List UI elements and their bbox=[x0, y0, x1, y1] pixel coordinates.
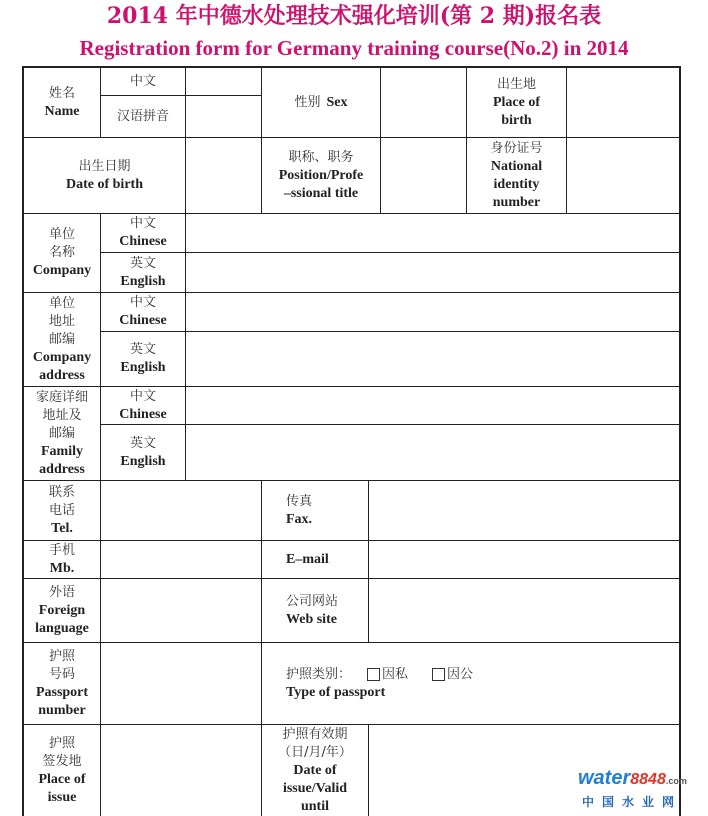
mobile-label-en: Mb. bbox=[49, 560, 75, 576]
passport-number-en2: number bbox=[38, 702, 86, 718]
position-label bbox=[262, 138, 380, 213]
language-label-en1: Foreign bbox=[38, 602, 86, 618]
passport-type-options bbox=[286, 666, 473, 684]
company-address-label bbox=[24, 293, 100, 386]
fax-label-zh: 传真 bbox=[286, 493, 313, 509]
family-address-en2: address bbox=[39, 461, 85, 477]
official-passport-option[interactable] bbox=[432, 666, 473, 684]
dob-label-en: Date of birth bbox=[66, 176, 143, 192]
company-label bbox=[24, 214, 100, 292]
validity-zh1: 护照有效期 bbox=[282, 726, 348, 742]
company-label-zh2: 名称 bbox=[48, 245, 75, 260]
email-label bbox=[262, 541, 368, 578]
company-address-zh3: 邮编 bbox=[48, 331, 75, 347]
family-address-chinese-label bbox=[101, 387, 185, 424]
national-id-label bbox=[467, 138, 566, 213]
company-chinese-label bbox=[101, 214, 185, 252]
tel-label-en: Tel. bbox=[51, 520, 73, 536]
passport-type-field bbox=[262, 643, 679, 724]
chinese-zh: 中文 bbox=[129, 216, 156, 231]
family-address-en1: Family bbox=[41, 443, 83, 459]
sex-label-zh: 性别 bbox=[294, 94, 321, 110]
national-id-label-en1: National bbox=[490, 158, 543, 174]
passport-number-zh1: 护照 bbox=[48, 648, 75, 664]
family-address-english-input[interactable] bbox=[186, 425, 679, 480]
watermark-brand: water bbox=[578, 767, 631, 789]
issue-place-zh2: 签发地 bbox=[42, 753, 82, 769]
english-en: English bbox=[120, 360, 166, 375]
company-address-en1: Company bbox=[32, 349, 92, 365]
birthplace-input[interactable] bbox=[567, 68, 679, 137]
private-passport-option[interactable] bbox=[367, 666, 408, 684]
english-zh: 英文 bbox=[129, 255, 156, 271]
validity-en2: issue/Valid bbox=[282, 780, 348, 796]
chinese-en: Chinese bbox=[119, 406, 167, 422]
company-english-label bbox=[101, 253, 185, 292]
chinese-en: Chinese bbox=[119, 313, 167, 328]
issue-place-en2: issue bbox=[47, 789, 77, 805]
english-zh: 英文 bbox=[129, 435, 156, 451]
birthplace-label-en1: Place of bbox=[492, 94, 541, 110]
family-address-zh1: 家庭详细 bbox=[35, 389, 88, 405]
website-label-zh: 公司网站 bbox=[286, 593, 339, 609]
mobile-input[interactable] bbox=[101, 541, 261, 578]
position-label-en1: Position/Profe bbox=[278, 167, 364, 183]
language-label-en2: language bbox=[35, 620, 89, 636]
national-id-label-en2: identity bbox=[493, 176, 540, 192]
tel-input[interactable] bbox=[101, 481, 261, 540]
english-en: English bbox=[120, 453, 166, 469]
email-input[interactable] bbox=[369, 541, 679, 578]
passport-type-label-zh: 护照类别： bbox=[286, 666, 352, 682]
english-en: English bbox=[120, 273, 166, 289]
website-label-en: Web site bbox=[286, 611, 337, 627]
passport-number-label bbox=[24, 643, 100, 724]
company-label-zh1: 单位 bbox=[48, 227, 75, 242]
validity-zh2: （日/月/年） bbox=[278, 744, 352, 760]
position-label-zh: 职称、职务 bbox=[288, 149, 354, 165]
company-address-english-input[interactable] bbox=[186, 332, 679, 386]
birthplace-label-zh: 出生地 bbox=[496, 76, 536, 92]
validity-en3: until bbox=[300, 798, 329, 814]
company-address-en2: address bbox=[39, 367, 85, 383]
sex-input[interactable] bbox=[381, 68, 466, 137]
dob-input[interactable] bbox=[186, 138, 261, 213]
private-passport-checkbox[interactable] bbox=[367, 668, 380, 681]
fax-label-en: Fax. bbox=[286, 511, 313, 527]
watermark-cn: 中国水业网 bbox=[582, 795, 683, 809]
validity-label bbox=[262, 725, 368, 816]
passport-number-zh2: 号码 bbox=[48, 666, 75, 682]
company-address-zh2: 地址 bbox=[48, 313, 75, 329]
watermark-domain bbox=[578, 766, 706, 793]
english-zh: 英文 bbox=[129, 342, 156, 357]
passport-number-input[interactable] bbox=[101, 643, 261, 724]
dob-label-zh: 出生日期 bbox=[78, 158, 131, 174]
tel-label-zh1: 联系 bbox=[48, 484, 75, 500]
company-address-english-label bbox=[101, 332, 185, 386]
issue-place-en1: Place of bbox=[38, 771, 86, 787]
language-label-zh: 外语 bbox=[48, 584, 75, 600]
family-address-zh2: 地址及 bbox=[42, 407, 82, 423]
company-address-chinese-input[interactable] bbox=[186, 293, 679, 331]
national-id-input[interactable] bbox=[567, 138, 679, 213]
website-input[interactable] bbox=[369, 579, 679, 642]
passport-number-en1: Passport bbox=[35, 684, 89, 700]
dob-label bbox=[24, 138, 185, 213]
watermark-tld: .com bbox=[665, 776, 687, 786]
name-chinese-label bbox=[101, 68, 185, 95]
name-pinyin-label bbox=[101, 96, 185, 137]
mobile-label bbox=[24, 541, 100, 578]
name-label-zh: 姓名 bbox=[48, 85, 75, 101]
name-pinyin-input[interactable] bbox=[186, 96, 261, 137]
official-passport-checkbox[interactable] bbox=[432, 668, 445, 681]
family-address-zh3: 邮编 bbox=[48, 425, 75, 441]
fax-input[interactable] bbox=[369, 481, 679, 540]
family-address-label bbox=[24, 387, 100, 480]
issue-place-label bbox=[24, 725, 100, 816]
company-label-en: Company bbox=[32, 263, 92, 278]
position-label-en2: –ssional title bbox=[283, 185, 359, 201]
name-label bbox=[24, 68, 100, 137]
watermark-number: 8848 bbox=[630, 771, 666, 788]
form-title-english: Registration form for Germany training course(No.2) in 2014 bbox=[79, 36, 629, 60]
watermark-logo bbox=[578, 766, 706, 812]
company-address-chinese-label bbox=[101, 293, 185, 331]
fax-label bbox=[262, 481, 368, 540]
private-passport-text: 因私 bbox=[382, 666, 409, 682]
name-pinyin-text: 汉语拼音 bbox=[116, 108, 169, 124]
email-label-en: E–mail bbox=[286, 551, 329, 567]
language-label bbox=[24, 579, 100, 642]
passport-type-label-en: Type of passport bbox=[286, 684, 386, 700]
national-id-label-en3: number bbox=[492, 194, 541, 210]
border-right bbox=[679, 66, 681, 816]
validity-en1: Date of bbox=[293, 762, 337, 778]
name-label-en: Name bbox=[44, 103, 80, 119]
birthplace-label-en2: birth bbox=[501, 112, 532, 128]
official-passport-text: 因公 bbox=[447, 666, 474, 682]
national-id-label-zh: 身份证号 bbox=[490, 140, 543, 156]
language-input[interactable] bbox=[101, 579, 261, 642]
birthplace-label bbox=[467, 68, 566, 137]
tel-label bbox=[24, 481, 100, 540]
form-title-chinese: 2014 年中德水处理技术强化培训(第 2 期)报名表 bbox=[106, 3, 602, 29]
chinese-en: Chinese bbox=[119, 234, 167, 249]
family-address-english-label bbox=[101, 425, 185, 480]
issue-place-zh1: 护照 bbox=[48, 735, 75, 751]
company-chinese-input[interactable] bbox=[186, 214, 679, 252]
chinese-zh: 中文 bbox=[129, 295, 156, 310]
website-label bbox=[262, 579, 368, 642]
company-english-input[interactable] bbox=[186, 253, 679, 292]
mobile-label-zh: 手机 bbox=[48, 542, 75, 558]
sex-label bbox=[262, 68, 380, 137]
name-chinese-text: 中文 bbox=[129, 73, 156, 89]
name-chinese-input[interactable] bbox=[186, 68, 261, 95]
company-address-zh1: 单位 bbox=[48, 295, 75, 311]
issue-place-input[interactable] bbox=[101, 725, 261, 816]
sex-label-en: Sex bbox=[326, 94, 348, 110]
chinese-zh: 中文 bbox=[129, 388, 156, 404]
family-address-chinese-input[interactable] bbox=[186, 387, 679, 424]
position-input[interactable] bbox=[381, 138, 466, 213]
tel-label-zh2: 电话 bbox=[48, 502, 75, 518]
